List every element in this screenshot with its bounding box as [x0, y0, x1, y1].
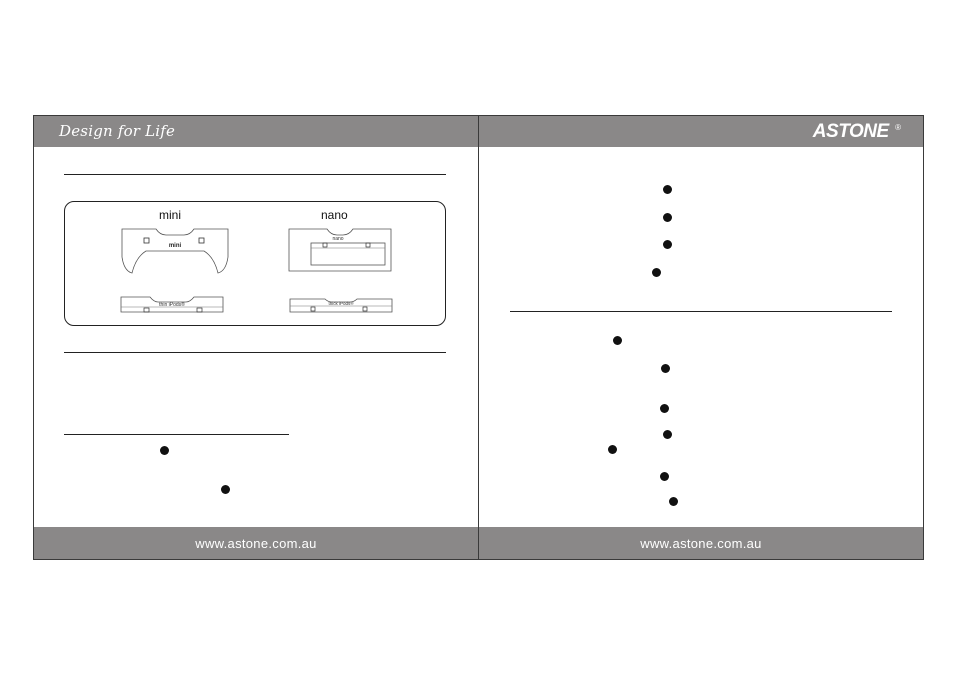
astone-logo: [813, 121, 901, 143]
bullet-dot: [663, 185, 672, 194]
dock-adapter-figure: [64, 201, 446, 326]
footer-url: www.astone.com.au: [640, 536, 762, 551]
footer-band: [34, 527, 478, 559]
header-band: [34, 116, 478, 147]
nano-adapter-top-drawing: [287, 227, 393, 273]
bullet-dot: [663, 213, 672, 222]
thick-ipods-engraving: thick iPods®: [328, 301, 354, 306]
bullet-dot: [221, 485, 230, 494]
bullet-dot: [669, 497, 678, 506]
section-rule: [510, 311, 892, 312]
nano-label: nano: [321, 208, 348, 222]
footer-band: [479, 527, 923, 559]
section-rule: [64, 174, 446, 175]
mini-adapter-top-drawing: [120, 227, 230, 277]
bullet-dot: [660, 472, 669, 481]
bullet-dot: [608, 445, 617, 454]
bullet-dot: [613, 336, 622, 345]
logo-registered-mark: ®: [895, 123, 901, 132]
bullet-dot: [663, 430, 672, 439]
logo-text: ASTONE: [812, 121, 889, 142]
bullet-dot: [663, 240, 672, 249]
slogan: Design for Life: [59, 122, 176, 140]
mini-adapter-side-drawing: [120, 296, 224, 314]
bullet-dot: [160, 446, 169, 455]
bullet-dot: [660, 404, 669, 413]
mini-engraving: mini: [168, 243, 182, 249]
nano-adapter-side-drawing: [289, 298, 393, 314]
thin-ipods-engraving: thin iPods®: [159, 302, 185, 308]
bullet-dot: [661, 364, 670, 373]
section-rule: [64, 352, 446, 353]
section-rule-short: [64, 434, 289, 435]
footer-url: www.astone.com.au: [195, 536, 317, 551]
header-band: [479, 116, 923, 147]
left-page: [33, 115, 479, 560]
right-page: [478, 115, 924, 560]
mini-label: mini: [159, 208, 182, 222]
bullet-dot: [652, 268, 661, 277]
nano-engraving: nano: [332, 236, 344, 242]
